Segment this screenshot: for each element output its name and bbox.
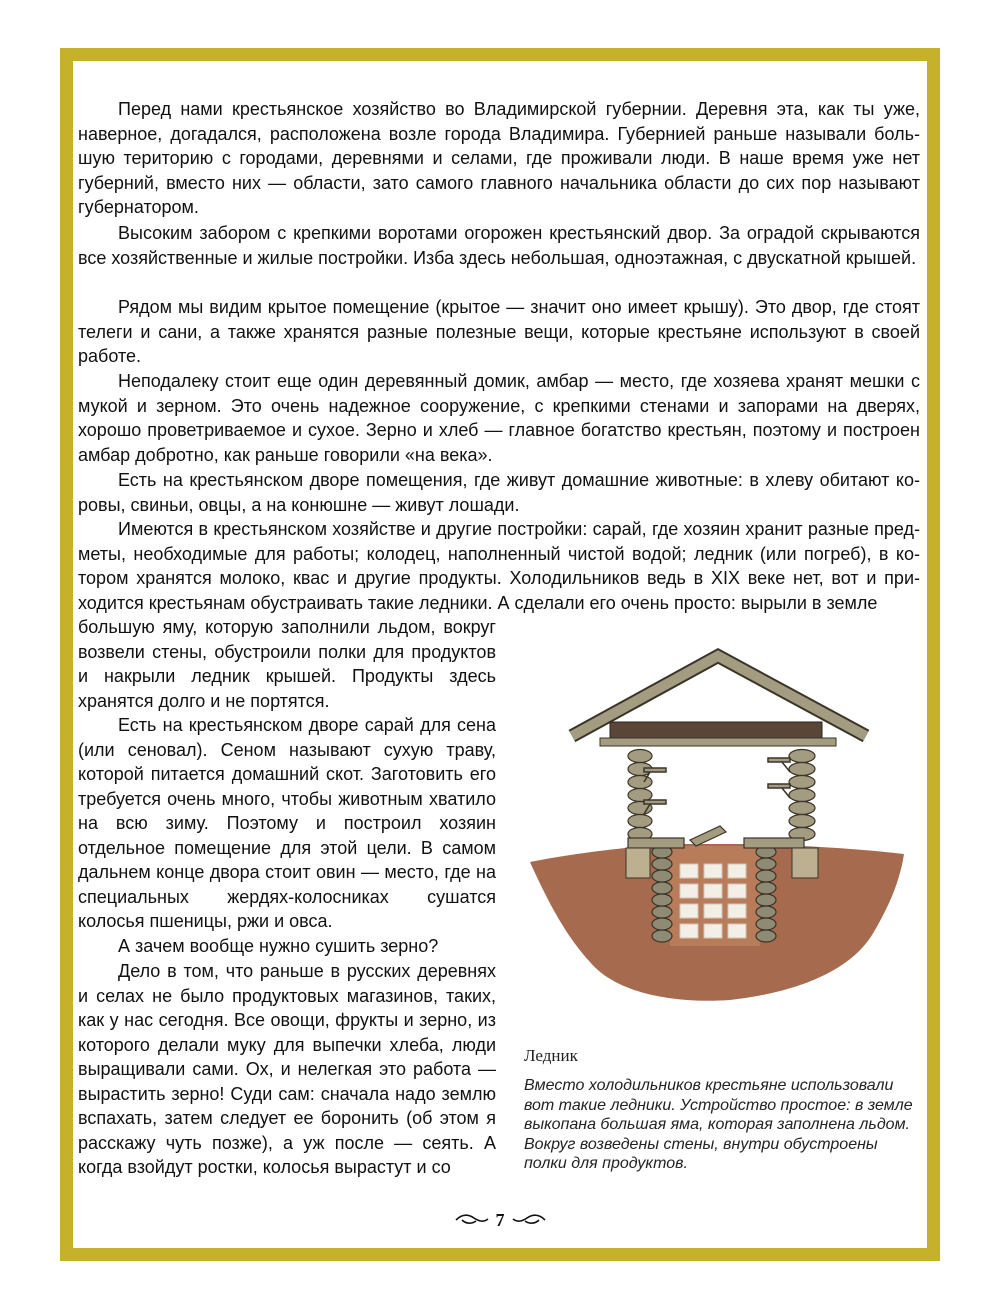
paragraph-province: Перед нами крестьянское хозяйство во Владимирской губернии. Деревня эта, как ты уже, наверное, догадался, расположена возле города Владимира. Губернией раньше называли большую територию с городами, деревнями и селами, где проживали люди. В наше время уже нет губерний, вместо них — области, зато самого главного начальника области до сих пор называют губернатором. (78, 99, 920, 217)
log (652, 906, 672, 918)
log (756, 858, 776, 870)
paragraph-barn: Неподалеку стоит еще один деревянный домик, амбар — место, где хозяева хранят мешки с мукой и зерном. Это очень надежное сооружение, с крепкими стенами и запорами на дверях, хорошо проветриваемое и сухое. Зерно и хлеб — главное богатство крестьян, поэтому и построен амбар добротно, как раньше говорили «на века». (78, 371, 920, 465)
paragraph-icehouse-continued: большую яму, которую заполнили льдом, вокруг возвели стены, обустроили полки для продуктов и накрыли ледник крышей. Продукты здесь хранятся долго и не портятся. (78, 617, 496, 711)
page-number: 7 (495, 1209, 505, 1230)
roof-board (610, 722, 822, 740)
log (756, 918, 776, 930)
icehouse-illustration (520, 640, 920, 1020)
paragraph-covered-yard: Рядом мы видим крытое помещение (крытое — значит оно имеет крышу). Это двор, где стоят телеги и сани, а также хранятся разные полезные вещи, которые крестьяне используют в своей работе. (78, 297, 920, 366)
log (789, 750, 815, 763)
log (756, 882, 776, 894)
left-flourish-icon (454, 1213, 490, 1227)
figure-caption: Вместо холодильников крестьяне использовали вот такие ледники. Устройство простое: в земле выкопана большая яма, которая заполнена льдом. Вокруг возведены стены, внутри обустроены полки для продуктов. (524, 1077, 913, 1172)
figure-caption-title: Ледник (524, 1046, 578, 1065)
log (756, 930, 776, 942)
log (652, 870, 672, 882)
log (789, 802, 815, 815)
log (652, 930, 672, 942)
shelves (644, 758, 790, 814)
log (756, 870, 776, 882)
log (789, 789, 815, 802)
paragraph-yard: Высоким забором с крепкими воротами огорожен крестьянский двор. За оградой скрываются все хозяйственные и жилые постройки. Изба здесь небольшая, одноэтажная, с двускатной крышей. (78, 223, 920, 268)
log (628, 750, 652, 763)
log (756, 894, 776, 906)
paragraph-hay-barn: Есть на крестьянском дворе сарай для сена (или сеновал). Сеном называют сухую траву, которой питается домашний скот. Заготовить его требуется очень много, чтобы животным хватило на всю зиму. Поэтому и построил хозяин отдельное помещение для этой цели. В самом дальнем конце двора стоит овин — место, где на специальных жердях-колосниках сушатся колосья пшеницы, ржи и овса. (78, 715, 496, 931)
right-flourish-icon (511, 1213, 547, 1227)
log (789, 763, 815, 776)
paragraph-other-buildings: Имеются в крестьянском хозяйстве и другие постройки: сарай, где хозяин хранит разные предметы, необходимые для работы; колодец, наполненный чистой водой; ледник (или погреб), в котором хранятся молоко, квас и другие продукты. Холодильников ведь в XIX веке нет, вот и приходится крестьянам обустраивать такие ледники. А сделали его очень просто: вырыли в земле (78, 519, 920, 613)
log (652, 894, 672, 906)
log (756, 906, 776, 918)
paragraph-grain-work: Дело в том, что раньше в русских деревнях и селах не было продуктовых магазинов, таких, как у нас сегодня. Все овощи, фрукты и зерно, из которого делали муку для выпечки хлеба, люди выращивали сами. Ох, и нелегкая это работа — вырастить зерно! Суди сам: сначала надо землю вспахать, затем следует ее боронить (об этом я расскажу чуть позже), а уж после — сеять. А когда взойдут ростки, колосья вырастут и со (78, 961, 496, 1177)
paragraph-question: А зачем вообще нужно сушить зерно? (118, 936, 439, 956)
log (652, 882, 672, 894)
page-number-ornament (440, 1206, 560, 1234)
log (652, 918, 672, 930)
log (652, 858, 672, 870)
log (789, 815, 815, 828)
paragraph-animals: Есть на крестьянском дворе помещения, где живут домашние животные: в хлеву обитают коровы, свиньи, овцы, а на конюшне — живут лошади. (78, 470, 920, 515)
log (628, 815, 652, 828)
log (628, 776, 652, 789)
log (789, 776, 815, 789)
open-hatch-door (690, 826, 726, 846)
